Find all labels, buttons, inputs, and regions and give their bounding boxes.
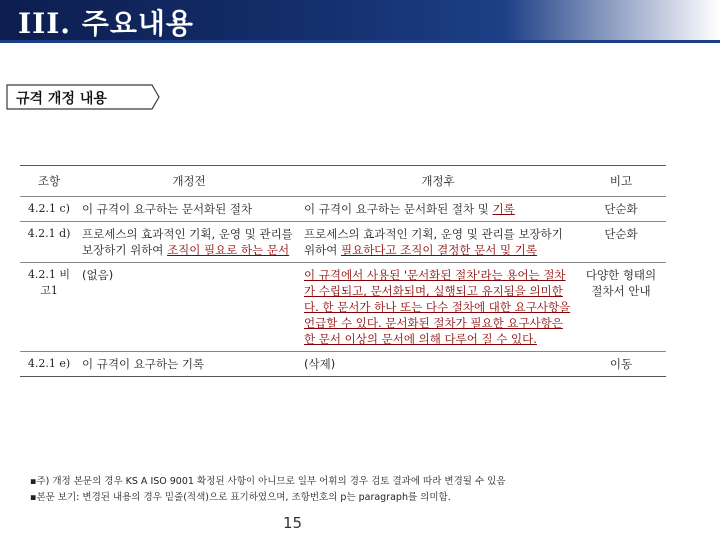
before-changed-text: 조직이 필요로 하는 문서 <box>167 243 290 257</box>
after-text: 이 규격이 요구하는 문서화된 절차 및 <box>304 202 493 216</box>
table-row <box>20 197 666 222</box>
after-cell: (삭제) <box>300 352 576 377</box>
table-header-row <box>20 166 666 197</box>
clause-cell: 4.2.1 d) <box>20 222 78 263</box>
clause-cell: 4.2.1 c) <box>20 197 78 222</box>
clause-cell: 4.2.1 비고1 <box>20 263 78 352</box>
header-note: 비고 <box>576 166 666 197</box>
header-before: 개정전 <box>78 166 300 197</box>
title-divider <box>0 40 720 43</box>
section-label: 규격 개정 내용 <box>16 91 107 107</box>
page-number: 15 <box>283 514 303 532</box>
note-cell: 단순화 <box>576 197 666 222</box>
note-cell: 이동 <box>576 352 666 377</box>
before-cell: 이 규격이 요구하는 문서화된 절차 <box>78 197 300 222</box>
note-cell: 다양한 형태의 절차서 안내 <box>576 263 666 352</box>
after-changed-text: 기록 <box>492 202 515 216</box>
header-clause: 조항 <box>20 166 78 197</box>
after-cell <box>300 222 576 263</box>
note-cell: 단순화 <box>576 222 666 263</box>
table-row <box>20 263 666 352</box>
after-cell <box>300 263 576 352</box>
after-text: 프로세스의 효과적인 기획, 운영 및 관리를 보장하기 위하여 <box>304 227 563 257</box>
footnote: ▪본문 보기: 변경된 내용의 경우 밑줄(적색)으로 표기하였으며, 조항번호의 p는 paragraph를 의미함. <box>30 492 451 503</box>
footnotes <box>30 474 506 506</box>
after-cell <box>300 197 576 222</box>
header-after: 개정후 <box>300 166 576 197</box>
before-cell: (없음) <box>78 263 300 352</box>
clause-cell: 4.2.1 e) <box>20 352 78 377</box>
before-cell <box>78 222 300 263</box>
revision-table <box>20 165 666 377</box>
table-row <box>20 222 666 263</box>
table-row <box>20 352 666 377</box>
after-changed-text: 필요하다고 조직이 결정한 문서 및 기록 <box>340 243 538 257</box>
before-cell: 이 규격이 요구하는 기록 <box>78 352 300 377</box>
before-text: 프로세스의 효과적인 기획, 운영 및 관리를 보장하기 위하여 <box>82 227 293 257</box>
section-tag <box>6 82 161 112</box>
footnote: ▪주) 개정 본문의 경우 KS A ISO 9001 확정된 사항이 아니므로 일부 어휘의 경우 검토 결과에 따라 변경될 수 있음 <box>30 476 506 487</box>
after-changed-text: 이 규격에서 사용된 '문서화된 절차'라는 용어는 절차가 수립되고, 문서화되며, 실행되고 유지됨을 의미한다. 한 문서가 하나 또는 다수 절차에 대한 요구사항을 언급할 수 있다. 문서화된 절차가 필요한 요구사항은 한 문서 이상의 문서에 의해 다루어 질 수 있다. <box>304 268 571 346</box>
page-title: III. 주요내용 <box>18 7 194 40</box>
